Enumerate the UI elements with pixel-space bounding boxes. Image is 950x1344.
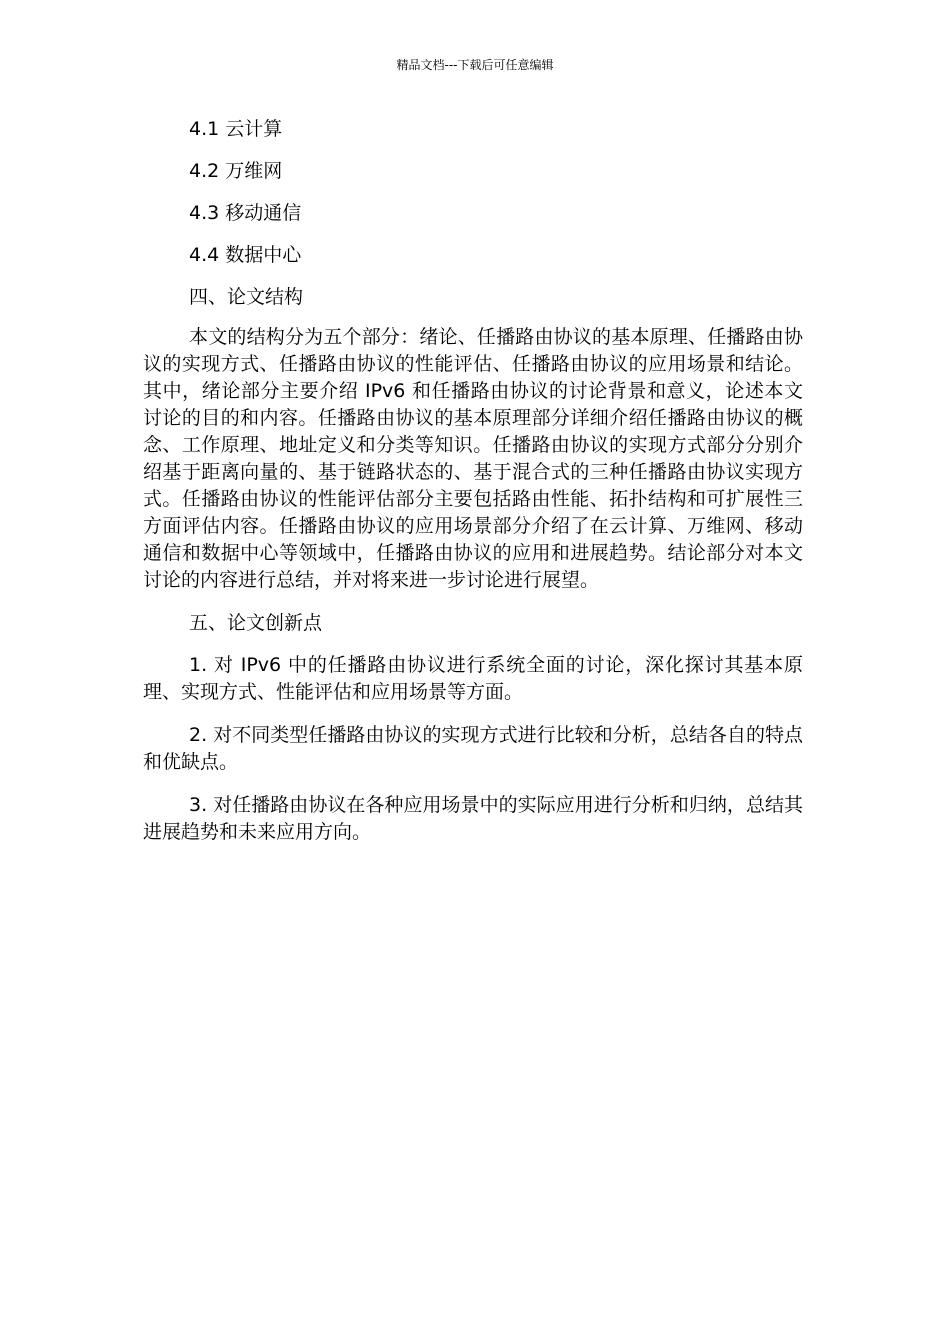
section-heading-structure: 四、论文结构 [189,286,304,308]
section-item-4-3: 4.3 移动通信 [189,202,302,224]
section-item-4-4: 4.4 数据中心 [189,244,302,266]
innovation-point-3: 3. 对任播路由协议在各种应用场景中的实际应用进行分析和归纳，总结其进展趋势和未来应用方向。 [143,794,803,843]
structure-paragraph: 本文的结构分为五个部分：绪论、任播路由协议的基本原理、任播路由协议的实现方式、任播路由协议的性能评估、任播路由协议的应用场景和结论。其中，绪论部分主要介绍 IPv6 和任播路由协议的讨论背景和意义，论述本文讨论的目的和内容。任播路由协议的基本原理部分详细介绍任播路由协议的概念、工作原理、地址定义和分类等知识。任播路由协议的实现方式部分分别介绍基于距离向量的、基于链路状态的、基于混合式的三种任播路由协议实现方式。任播路由协议的性能评估部分主要包括路由性能、拓扑结构和可扩展性三方面评估内容。任播路由协议的应用场景部分介绍了在云计算、万维网、移动通信和数据中心等领域中，任播路由协议的应用和进展趋势。结论部分对本文讨论的内容进行总结，并对将来进一步讨论进行展望。 [143,326,803,591]
document-body [143,116,803,862]
section-heading-innovation: 五、论文创新点 [189,612,323,634]
innovation-point-2: 2. 对不同类型任播路由协议的实现方式进行比较和分析，总结各自的特点和优缺点。 [143,724,803,773]
section-item-4-2: 4.2 万维网 [189,160,283,182]
section-item-4-1: 4.1 云计算 [189,118,283,140]
page-header: 精品文档---下载后可任意编辑 [396,58,554,72]
innovation-point-1: 1. 对 IPv6 中的任播路由协议进行系统全面的讨论，深化探讨其基本原理、实现方式、性能评估和应用场景等方面。 [143,654,803,703]
